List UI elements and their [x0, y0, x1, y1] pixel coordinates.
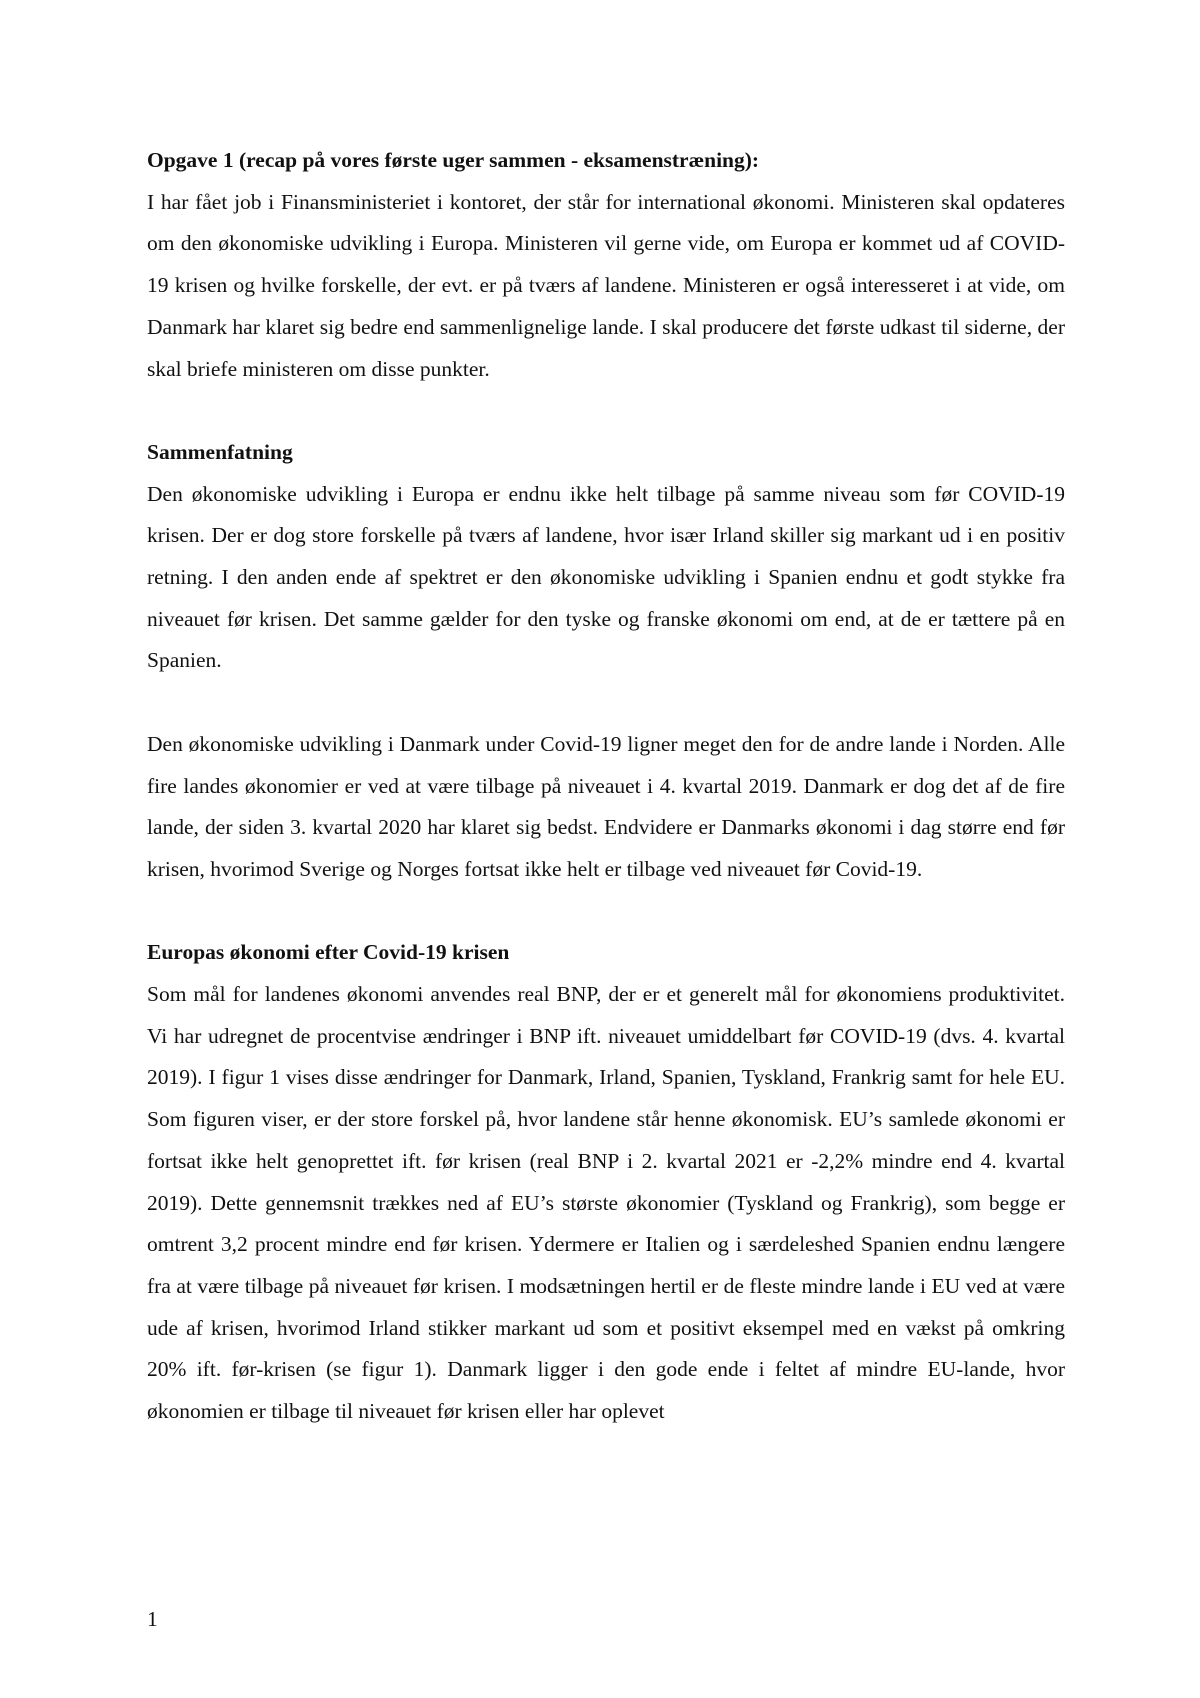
paragraph-spacer	[147, 390, 1065, 432]
page-number: 1	[147, 1607, 158, 1631]
europe-heading: Europas økonomi efter Covid-19 krisen	[147, 940, 510, 965]
task-heading: Opgave 1 (recap på vores første uger sammen - eksamenstræning):	[147, 148, 760, 172]
intro-paragraph: I har fået job i Finansministeriet i kontoret, der står for international økonomi. Ministeren skal opdateres om den økonomiske udvikling i Europa. Ministeren vil gerne vide, om Europa er kommet ud af COVID-19 krisen og hvilke forskelle, der evt. er på tværs af landene. Ministeren er også interesseret i at vide, om Danmark har klaret sig bedre end sammenlignelige lande. I skal producere det første udkast til siderne, der skal briefe ministeren om disse punkter.	[147, 189, 1065, 381]
paragraph-spacer	[147, 891, 1065, 933]
summary-heading: Sammenfatning	[147, 439, 293, 464]
summary-paragraph-2: Den økonomiske udvikling i Danmark under Covid-19 ligner meget den for de andre lande i Norden. Alle fire landes økonomier er ved at være tilbage på niveauet i 4. kvartal 2019. Danmark er dog det af de fire lande, der siden 3. kvartal 2020 har klaret sig bedst. Endvidere er Danmarks økonomi i dag større end før krisen, hvorimod Sverige og Norges fortsat ikke helt er tilbage ved niveauet før Covid-19.	[147, 731, 1065, 881]
document-body	[147, 140, 1065, 1433]
paragraph-spacer	[147, 682, 1065, 724]
europe-paragraph: Som mål for landenes økonomi anvendes real BNP, der er et generelt mål for økonomiens produktivitet. Vi har udregnet de procentvise ændringer i BNP ift. niveauet umiddelbart før COVID-19 (dvs. 4. kvartal 2019). I figur 1 vises disse ændringer for Danmark, Irland, Spanien, Tyskland, Frankrig samt for hele EU. Som figuren viser, er der store forskel på, hvor landene står henne økonomisk. EU’s samlede økonomi er fortsat ikke helt genoprettet ift. før krisen (real BNP i 2. kvartal 2021 er -2,2% mindre end 4. kvartal 2019). Dette gennemsnit trækkes ned af EU’s største økonomier (Tyskland og Frankrig), som begge er omtrent 3,2 procent mindre end før krisen. Ydermere er Italien og i særdeleshed Spanien endnu længere fra at være tilbage på niveauet før krisen. I modsætningen hertil er de fleste mindre lande i EU ved at være ude af krisen, hvorimod Irland stikker markant ud som et positivt eksempel med en vækst på omkring 20% ift. før-krisen (se figur 1). Danmark ligger i den gode ende i feltet af mindre EU-lande, hvor økonomien er tilbage til niveauet før krisen eller har oplevet	[147, 982, 1065, 1424]
summary-paragraph-1: Den økonomiske udvikling i Europa er endnu ikke helt tilbage på samme niveau som før COVID-19 krisen. Der er dog store forskelle på tværs af landene, hvor især Irland skiller sig markant ud i en positiv retning. I den anden ende af spektret er den økonomiske udvikling i Spanien endnu et godt stykke fra niveauet før krisen. Det samme gælder for den tyske og franske økonomi om end, at de er tættere på en Spanien.	[147, 481, 1065, 673]
